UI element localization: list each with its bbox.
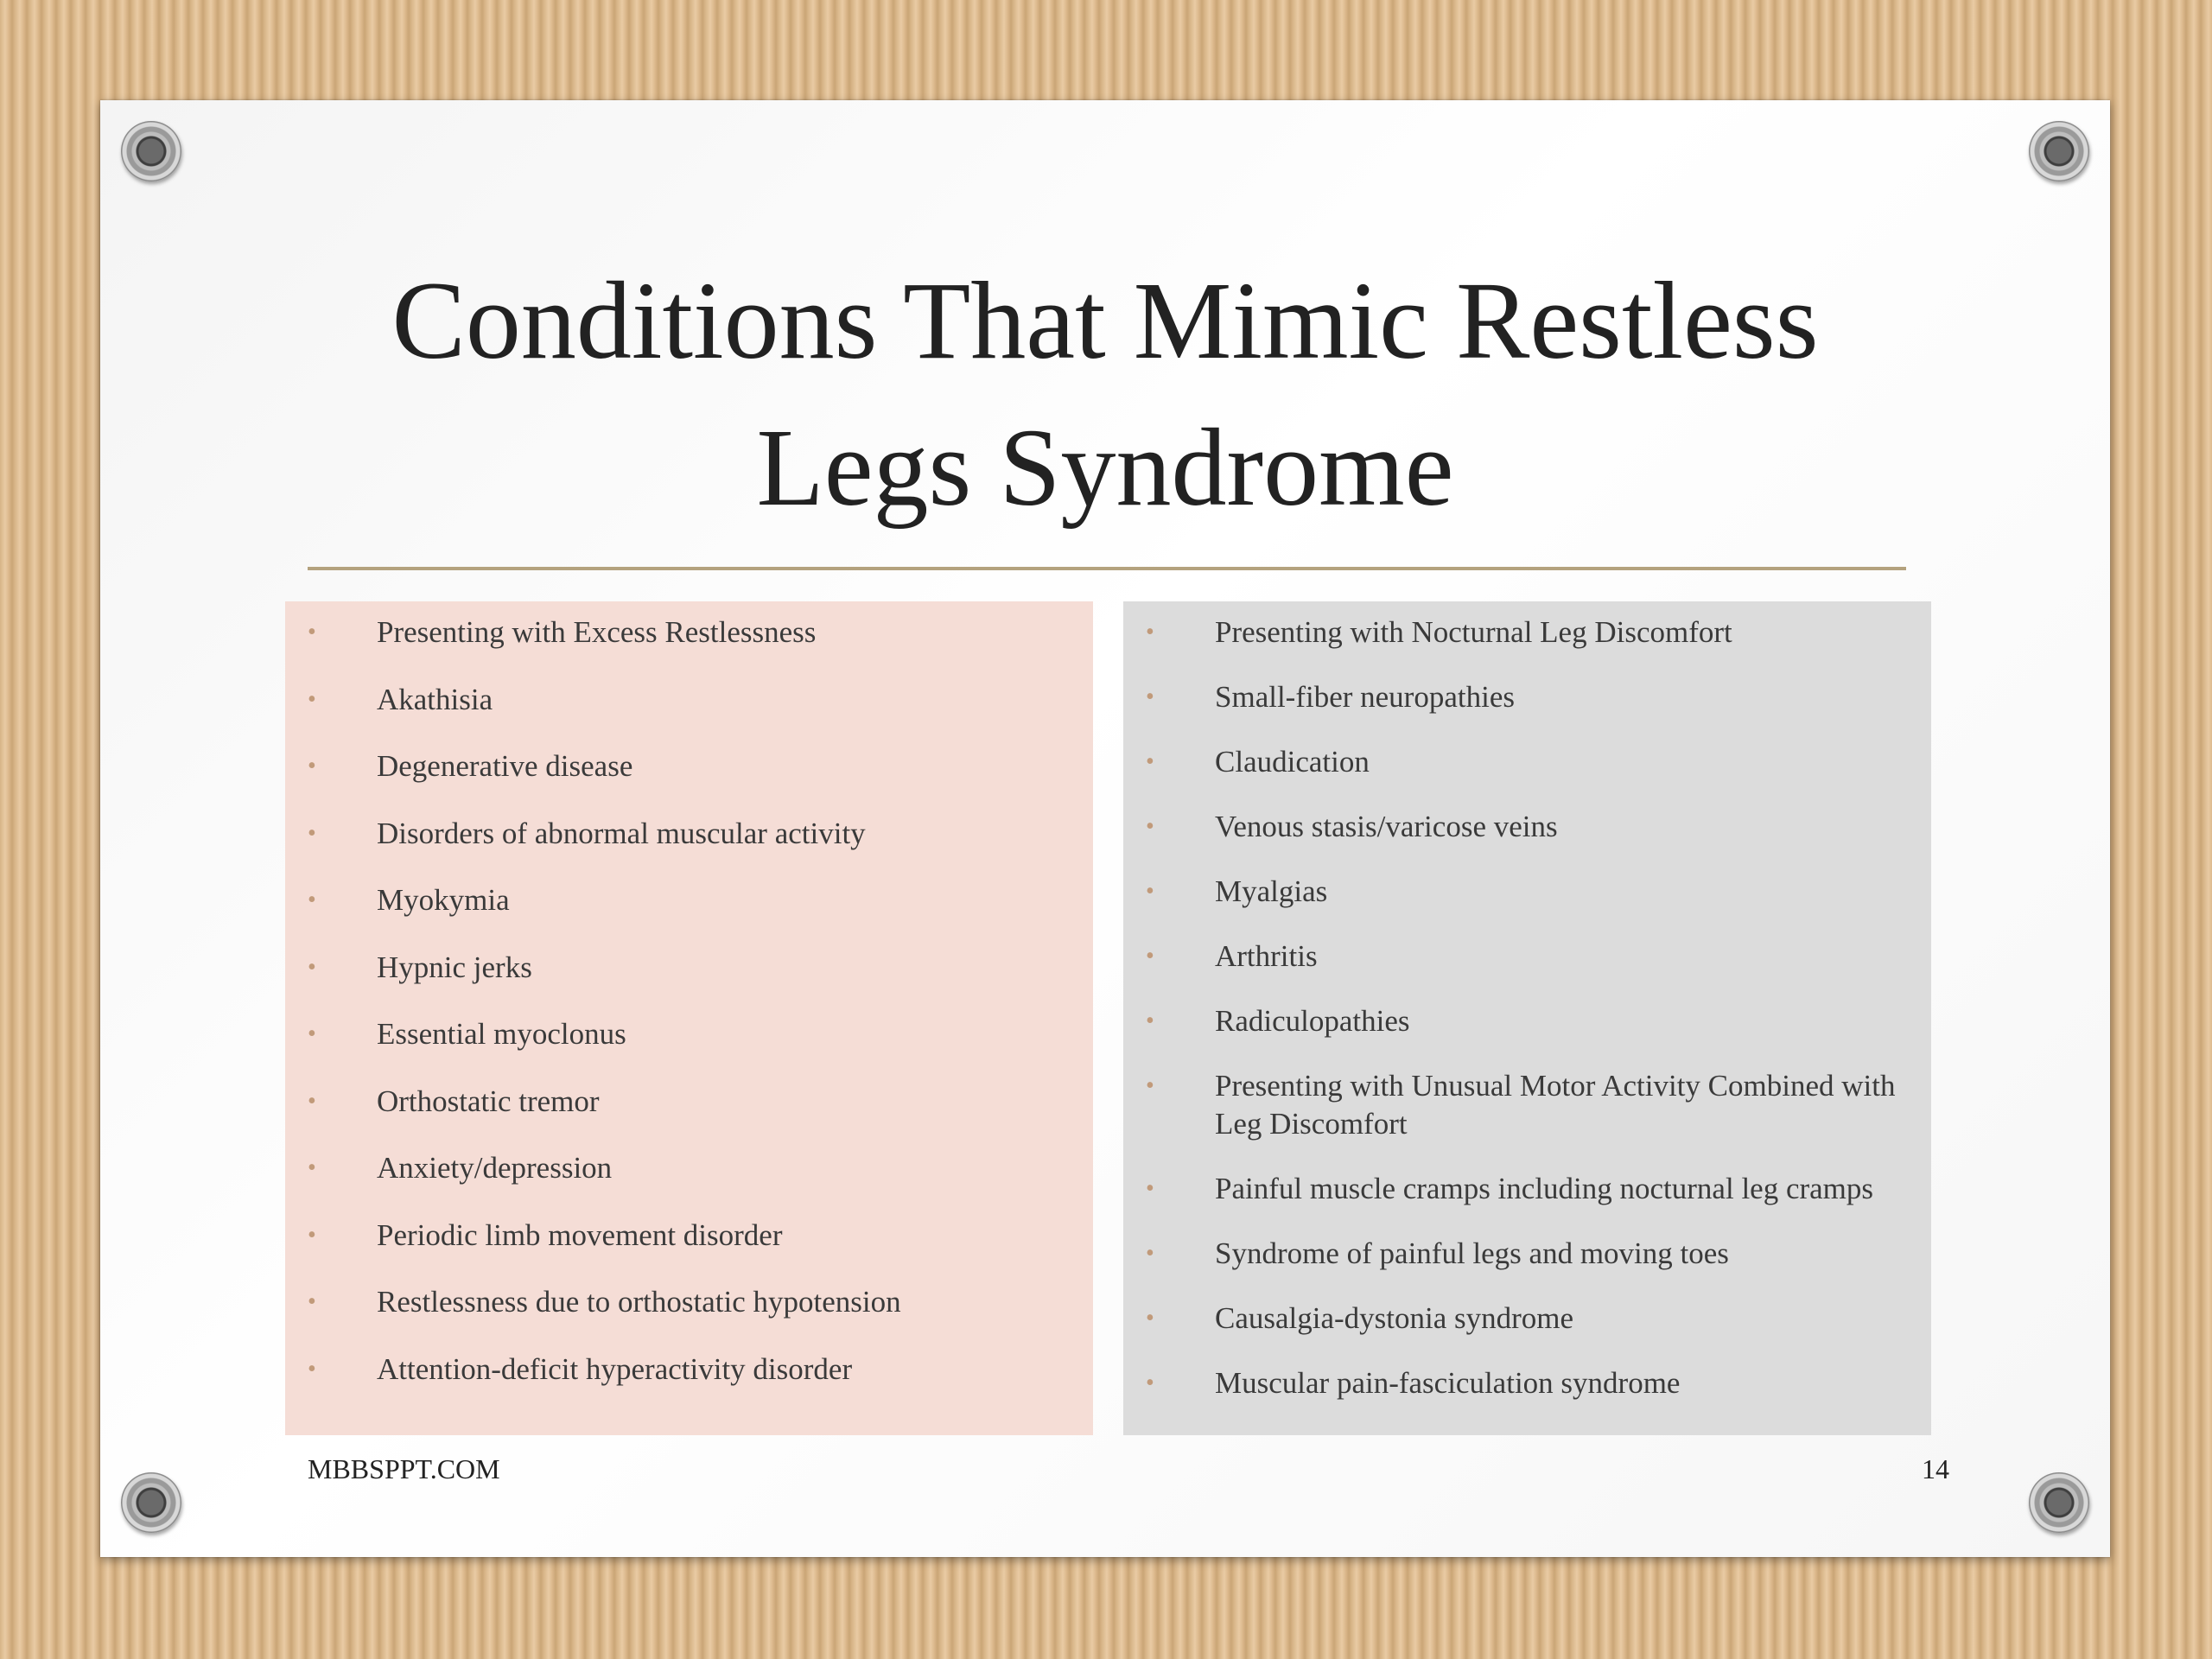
title-line-1: Conditions That Mimic Restless bbox=[391, 259, 1819, 382]
slide-card bbox=[100, 100, 2110, 1557]
list-item-label: Presenting with Unusual Motor Activity Combined with Leg Discomfort bbox=[1215, 1069, 1896, 1141]
list-item-label: Painful muscle cramps including nocturnal leg cramps bbox=[1215, 1172, 1874, 1205]
bullet-icon: • bbox=[308, 819, 316, 847]
right-list bbox=[1123, 601, 1931, 1402]
list-item bbox=[1123, 1067, 1905, 1143]
list-item bbox=[1123, 1170, 1905, 1208]
list-item-label: Small-fiber neuropathies bbox=[1215, 680, 1515, 714]
list-item-label: Essential myoclonus bbox=[377, 1017, 626, 1051]
bullet-icon: • bbox=[308, 953, 316, 981]
list-item bbox=[1123, 808, 1905, 846]
footer-site: MBBSPPT.COM bbox=[308, 1453, 500, 1484]
list-item bbox=[285, 881, 1093, 919]
list-item-label: Restlessness due to orthostatic hypotension bbox=[377, 1285, 901, 1319]
list-item-label: Degenerative disease bbox=[377, 749, 633, 783]
list-item-label: Anxiety/depression bbox=[377, 1151, 613, 1185]
list-item bbox=[1123, 1235, 1905, 1273]
list-item-label: Orthostatic tremor bbox=[377, 1084, 600, 1118]
list-item-label: Hypnic jerks bbox=[377, 950, 532, 984]
bullet-icon: • bbox=[308, 753, 316, 779]
list-item bbox=[1123, 1002, 1905, 1040]
grommet-bottom-left-icon bbox=[121, 1472, 181, 1533]
bullet-icon: • bbox=[1146, 1305, 1154, 1332]
list-item-label: Attention-deficit hyperactivity disorder bbox=[377, 1351, 853, 1386]
bullet-icon: • bbox=[1146, 748, 1154, 775]
grommet-top-right-icon bbox=[2029, 121, 2089, 181]
bullet-icon: • bbox=[308, 619, 316, 645]
list-item-label: Disorders of abnormal muscular activity bbox=[377, 816, 866, 850]
list-item bbox=[1123, 743, 1905, 781]
bullet-icon: • bbox=[308, 1087, 316, 1115]
list-item bbox=[285, 681, 1093, 719]
bullet-icon: • bbox=[308, 1355, 316, 1382]
bullet-icon: • bbox=[1146, 1072, 1154, 1099]
title-line-2: Legs Syndrome bbox=[756, 406, 1454, 529]
bullet-icon: • bbox=[308, 1154, 316, 1181]
page-number: 14 bbox=[1922, 1453, 1949, 1484]
list-item bbox=[285, 1283, 1093, 1321]
bullet-icon: • bbox=[1146, 619, 1154, 645]
bullet-icon: • bbox=[308, 685, 316, 713]
list-item bbox=[285, 815, 1093, 853]
list-item bbox=[285, 1015, 1093, 1053]
list-item-label: Syndrome of painful legs and moving toes bbox=[1215, 1236, 1729, 1270]
bullet-icon: • bbox=[1146, 1240, 1154, 1267]
list-item-label: Presenting with Excess Restlessness bbox=[377, 615, 817, 649]
bullet-icon: • bbox=[308, 1221, 316, 1249]
right-panel bbox=[1123, 601, 1931, 1435]
bullet-icon: • bbox=[1146, 943, 1154, 969]
list-item bbox=[1123, 1300, 1905, 1338]
list-item bbox=[285, 747, 1093, 785]
list-item-label: Arthritis bbox=[1215, 939, 1318, 973]
left-list bbox=[285, 601, 1093, 1389]
bullet-icon: • bbox=[1146, 1370, 1154, 1396]
bullet-icon: • bbox=[308, 887, 316, 913]
list-item-label: Myalgias bbox=[1215, 874, 1328, 908]
slide-title bbox=[100, 247, 2110, 541]
list-item-label: Radiculopathies bbox=[1215, 1004, 1410, 1038]
list-item-label: Muscular pain-fasciculation syndrome bbox=[1215, 1366, 1681, 1400]
bullet-icon: • bbox=[1146, 878, 1154, 905]
list-item bbox=[1123, 678, 1905, 716]
list-item-label: Causalgia-dystonia syndrome bbox=[1215, 1301, 1574, 1335]
title-divider bbox=[308, 567, 1906, 570]
list-item bbox=[1123, 938, 1905, 976]
list-item-label: Myokymia bbox=[377, 883, 510, 917]
list-item bbox=[1123, 613, 1905, 652]
grommet-bottom-right-icon bbox=[2029, 1472, 2089, 1533]
list-item-label: Claudication bbox=[1215, 745, 1370, 779]
bullet-icon: • bbox=[1146, 813, 1154, 840]
bullet-icon: • bbox=[308, 1020, 316, 1047]
list-item bbox=[285, 613, 1093, 652]
list-item bbox=[285, 1149, 1093, 1187]
bullet-icon: • bbox=[308, 1288, 316, 1315]
list-item-label: Periodic limb movement disorder bbox=[377, 1217, 783, 1252]
left-panel bbox=[285, 601, 1093, 1435]
grommet-top-left-icon bbox=[121, 121, 181, 181]
list-item bbox=[285, 1217, 1093, 1255]
list-item bbox=[285, 949, 1093, 987]
list-item bbox=[285, 1083, 1093, 1121]
list-item-label: Presenting with Nocturnal Leg Discomfort bbox=[1215, 615, 1732, 649]
bullet-icon: • bbox=[1146, 1175, 1154, 1202]
list-item-label: Akathisia bbox=[377, 682, 493, 716]
bullet-icon: • bbox=[1146, 683, 1154, 710]
bullet-icon: • bbox=[1146, 1007, 1154, 1034]
list-item bbox=[285, 1351, 1093, 1389]
list-item bbox=[1123, 873, 1905, 911]
list-item-label: Venous stasis/varicose veins bbox=[1215, 810, 1558, 843]
list-item bbox=[1123, 1364, 1905, 1402]
